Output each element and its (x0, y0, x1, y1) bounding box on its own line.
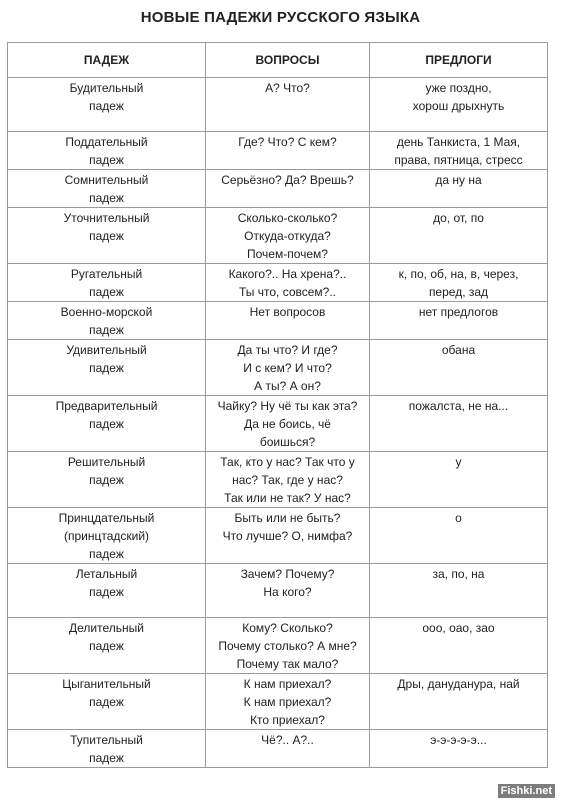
prepositions-text: день Танкиста, 1 Мая, права, пятница, стресс (394, 135, 523, 167)
cell-prepositions (370, 396, 548, 452)
cell-questions (206, 396, 370, 452)
cell-case (8, 618, 206, 674)
cell-prepositions (370, 78, 548, 132)
questions-text: Да ты что? И где? И с кем? И что? А ты? А он? (237, 343, 338, 393)
cell-prepositions (370, 132, 548, 170)
cell-questions (206, 452, 370, 508)
prepositions-text: до, от, по (433, 211, 484, 225)
table-row (8, 170, 548, 208)
cell-questions (206, 170, 370, 208)
cell-prepositions (370, 674, 548, 730)
prepositions-text: за, по, на (432, 567, 485, 581)
cell-case (8, 396, 206, 452)
case-text: Принцдательный (принцтадский) падеж (58, 511, 155, 561)
cell-case (8, 674, 206, 730)
questions-text: Так, кто у нас? Так что у нас? Так, где у нас? Так или не так? У нас? (220, 455, 355, 505)
table-row (8, 208, 548, 264)
case-text: Цыганительный падеж (62, 677, 151, 709)
cell-case (8, 208, 206, 264)
questions-text: Чайку? Ну чё ты как эта? Да не боись, чё боишься? (217, 399, 358, 449)
table-header-row (8, 43, 548, 78)
case-text: Делительный падеж (69, 621, 144, 653)
cell-prepositions (370, 618, 548, 674)
table-row (8, 508, 548, 564)
cell-case (8, 170, 206, 208)
cell-questions (206, 340, 370, 396)
cell-questions (206, 564, 370, 618)
cell-questions (206, 730, 370, 768)
table-row (8, 340, 548, 396)
cell-case (8, 302, 206, 340)
cell-prepositions (370, 170, 548, 208)
case-text: Военно-морской падеж (60, 305, 153, 337)
case-text: Предварительный падеж (55, 399, 158, 431)
case-text: Летальный падеж (75, 567, 138, 599)
cell-prepositions (370, 340, 548, 396)
table-row (8, 78, 548, 132)
table-row (8, 452, 548, 508)
prepositions-text: пожалста, не на... (408, 399, 509, 413)
table-row (8, 396, 548, 452)
cell-questions (206, 78, 370, 132)
cell-case (8, 730, 206, 768)
cases-table (7, 42, 548, 768)
questions-text: Какого?.. На хрена?.. Ты что, совсем?.. (228, 267, 347, 299)
prepositions-text: к, по, об, на, в, через, перед, зад (398, 267, 519, 299)
prepositions-text: о (455, 511, 462, 525)
prepositions-text: уже поздно, хорош дрыхнуть (412, 81, 505, 113)
cell-case (8, 564, 206, 618)
cell-questions (206, 132, 370, 170)
header-case: ПАДЕЖ (8, 43, 206, 78)
cell-questions (206, 302, 370, 340)
table-row (8, 618, 548, 674)
cell-questions (206, 208, 370, 264)
cell-prepositions (370, 730, 548, 768)
cell-questions (206, 264, 370, 302)
prepositions-text: э-э-э-э-э... (430, 733, 487, 747)
questions-text: А? Что? (265, 81, 310, 95)
prepositions-text: нет предлогов (418, 305, 499, 319)
cell-case (8, 132, 206, 170)
questions-text: Кому? Сколько? Почему столько? А мне? Почему так мало? (218, 621, 357, 671)
prepositions-text: Дры, дануданура, най (397, 677, 520, 691)
cell-prepositions (370, 452, 548, 508)
table-row (8, 264, 548, 302)
questions-text: Нет вопросов (249, 305, 326, 319)
cell-prepositions (370, 508, 548, 564)
prepositions-text: у (455, 455, 462, 469)
header-questions: ВОПРОСЫ (206, 43, 370, 78)
case-text: Тупительный падеж (70, 733, 143, 765)
questions-text: Быть или не быть? Что лучше? О, нимфа? (222, 511, 353, 543)
questions-text: Сколько-сколько? Откуда-откуда? Почем-почем? (237, 211, 338, 261)
cell-questions (206, 674, 370, 730)
cell-prepositions (370, 302, 548, 340)
prepositions-text: обана (441, 343, 476, 357)
case-text: Сомнительный падеж (64, 173, 149, 205)
cell-questions (206, 508, 370, 564)
cell-prepositions (370, 208, 548, 264)
cell-case (8, 340, 206, 396)
questions-text: Серьёзно? Да? Врешь? (221, 173, 354, 187)
case-text: Поддательный падеж (65, 135, 148, 167)
case-text: Будительный падеж (69, 81, 144, 113)
table-row (8, 564, 548, 618)
cell-case (8, 508, 206, 564)
questions-text: Зачем? Почему? На кого? (240, 567, 335, 599)
table-row (8, 132, 548, 170)
cell-prepositions (370, 264, 548, 302)
case-text: Ругательный падеж (70, 267, 143, 299)
case-text: Удивительный падеж (66, 343, 147, 375)
questions-text: К нам приехал? К нам приехал? Кто приехал? (243, 677, 332, 727)
header-prepositions: ПРЕДЛОГИ (370, 43, 548, 78)
case-text: Уточнительный падеж (63, 211, 150, 243)
prepositions-text: да ну на (435, 173, 482, 187)
cell-case (8, 78, 206, 132)
table-row (8, 730, 548, 768)
page-title: НОВЫЕ ПАДЕЖИ РУССКОГО ЯЗЫКА (140, 9, 421, 26)
questions-text: Чё?.. А?.. (261, 733, 314, 747)
table-row (8, 302, 548, 340)
cell-prepositions (370, 564, 548, 618)
prepositions-text: ооо, оао, зао (422, 621, 495, 635)
cell-case (8, 452, 206, 508)
case-text: Решительный падеж (67, 455, 146, 487)
questions-text: Где? Что? С кем? (238, 135, 337, 149)
watermark-logo: Fishki.net (498, 784, 555, 798)
cell-questions (206, 618, 370, 674)
cell-case (8, 264, 206, 302)
table-row (8, 674, 548, 730)
